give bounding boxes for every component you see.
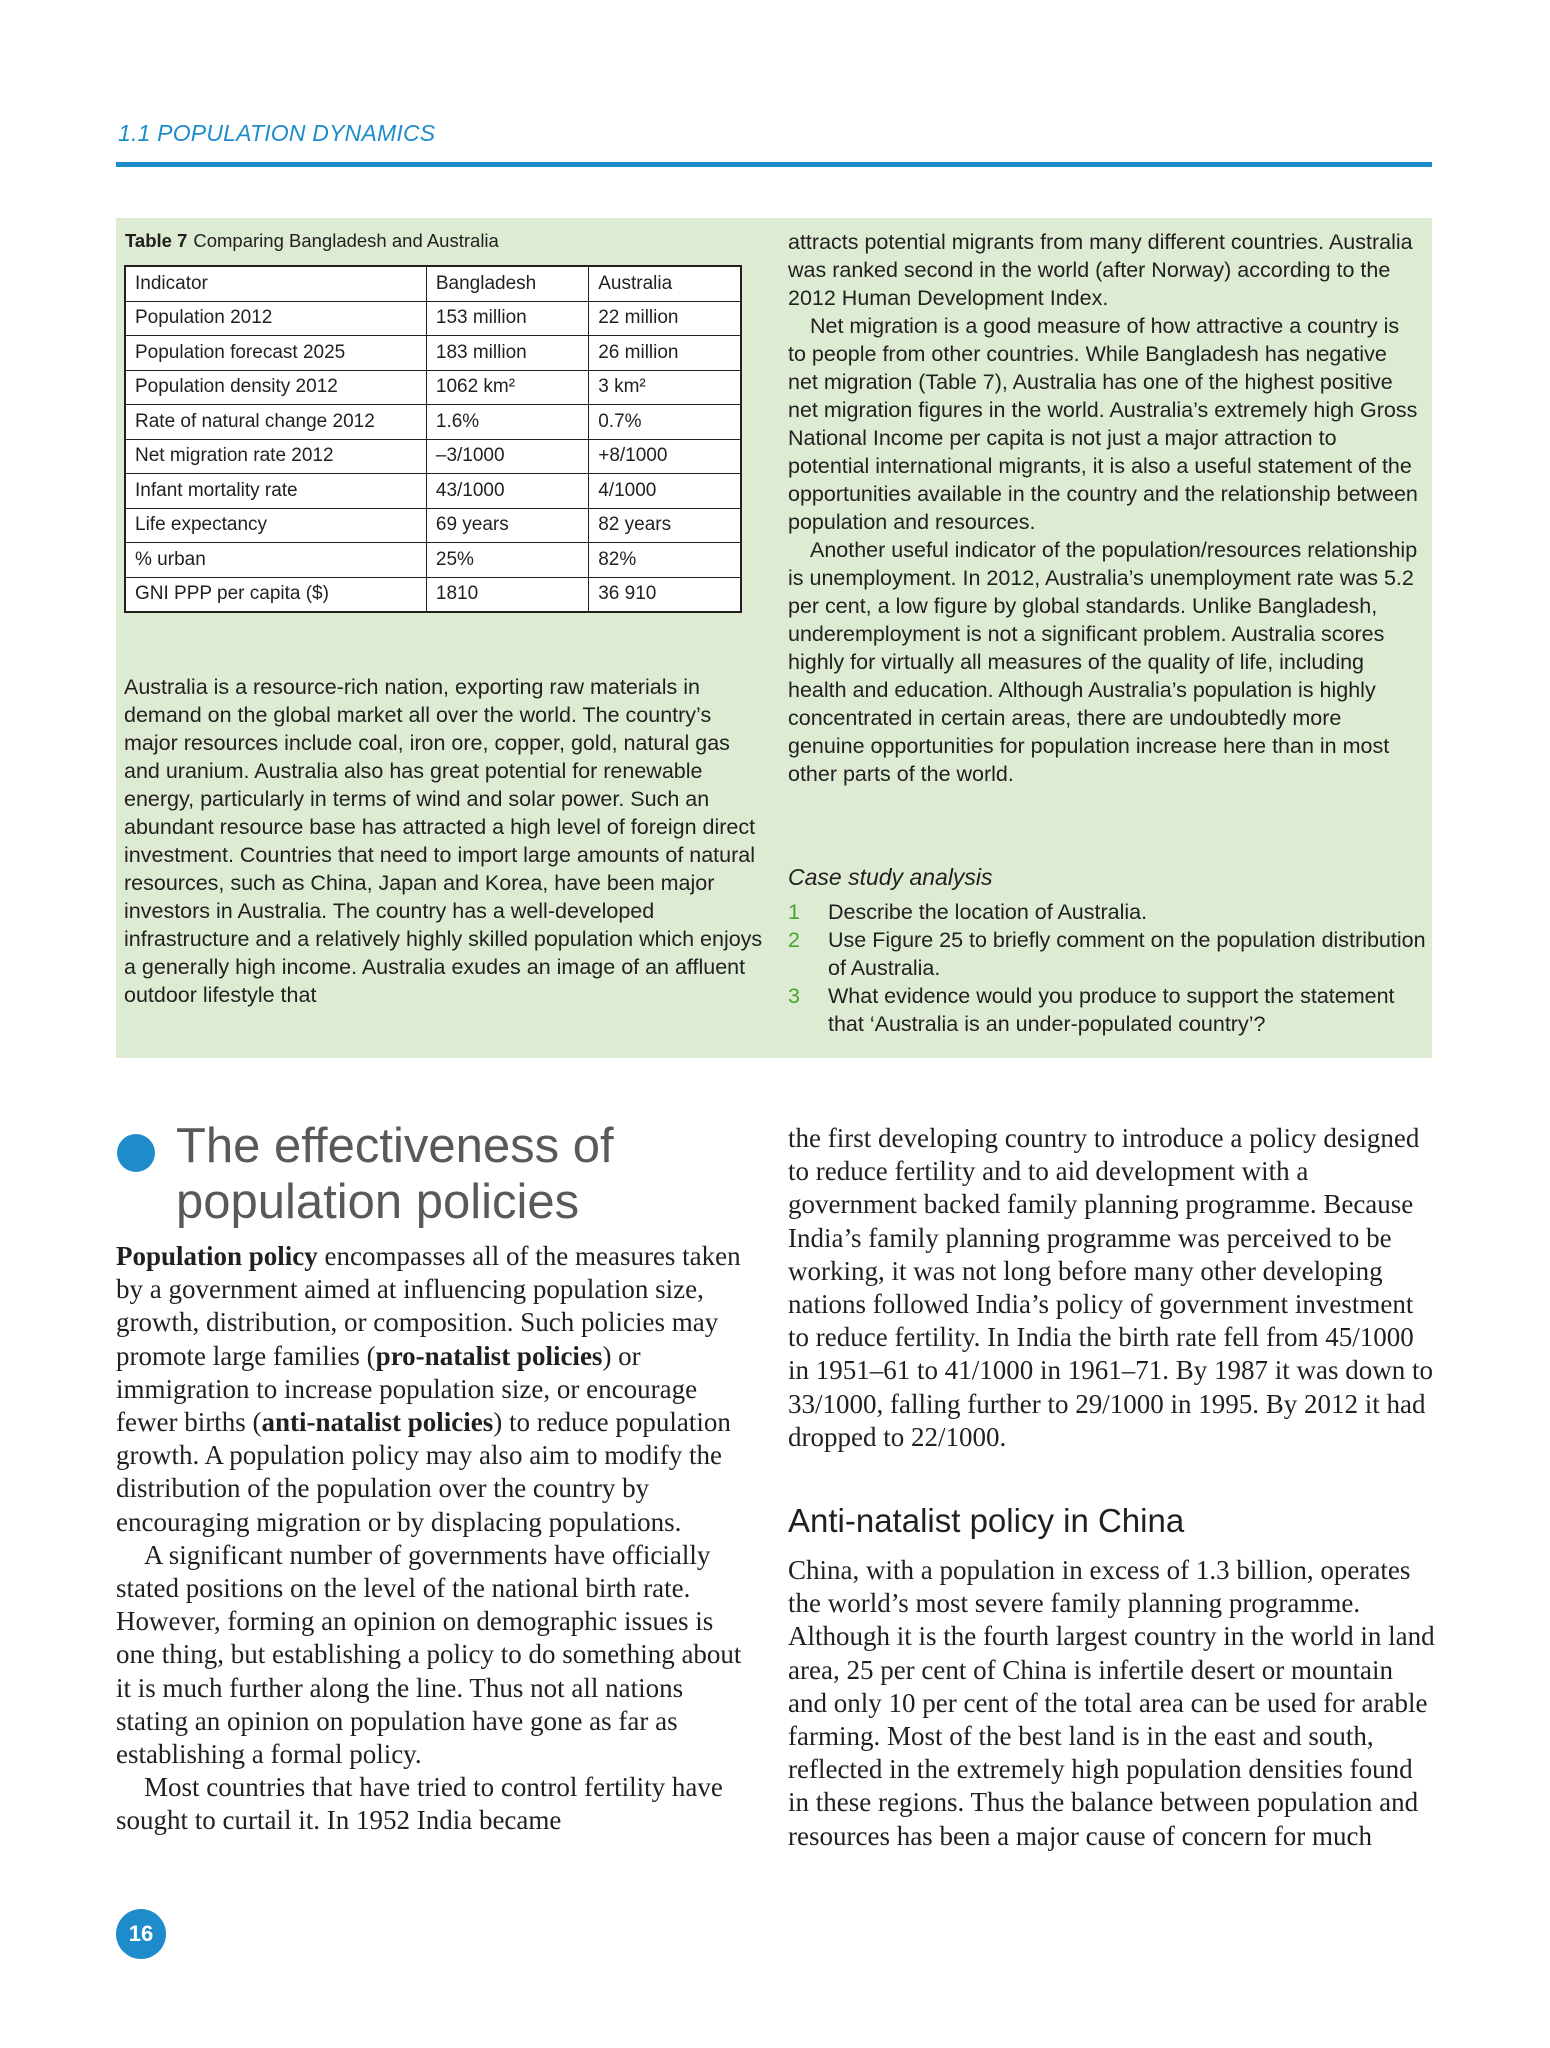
case-study-right-text	[788, 228, 1422, 788]
section-heading: The effectiveness of population policies	[176, 1119, 614, 1229]
table-row	[125, 336, 741, 371]
table-cell: 1810	[426, 577, 588, 612]
body-paragraph	[116, 1240, 756, 1539]
question-number: 3	[788, 984, 800, 1008]
table-row	[125, 301, 741, 336]
body-text: encompasses all of the measures taken by a government aimed at influencing population size, growth, distribution, or composition. Such policies may promote large families (	[116, 1241, 741, 1371]
table-cell: 82 years	[589, 508, 741, 543]
question-text: Describe the location of Australia.	[828, 900, 1148, 924]
case-study-analysis-heading: Case study analysis	[788, 864, 993, 890]
analysis-question	[788, 898, 1428, 926]
case-study-paragraph: Another useful indicator of the population/resources relationship is unemployment. In 2012, Australia’s unemployment rate was 5.2 per cent, a low figure by global standards. Unlike Bangladesh, underemployment is not a significant problem. Australia scores highly for virtually all measures of the quality of life, including health and education. Although Australia’s population is highly concentrated in certain areas, there are undoubtedly more genuine opportunities for population increase here than in most other parts of the world.	[788, 538, 1418, 786]
comparison-table	[124, 265, 742, 613]
table-cell: Infant mortality rate	[125, 474, 426, 509]
body-text: ) to reduce population growth. A population policy may also aim to modify the distribution of the population over the country by encouraging migration or by displacing populations.	[116, 1407, 731, 1537]
table-header-cell: Australia	[589, 266, 741, 301]
section-bullet-icon	[117, 1134, 155, 1172]
body-paragraph: China, with a population in excess of 1.3 billion, operates the world’s most severe family planning programme. Although it is the fourth largest country in the world in land area, 25 per cent of China is infertile desert or mountain and only 10 per cent of the total area can be used for arable farming. Most of the best land is in the east and south, reflected in the extremely high population densities found in these regions. Thus the balance between population and resources has been a major cause of concern for much	[788, 1555, 1435, 1851]
table-cell: Net migration rate 2012	[125, 439, 426, 474]
question-text: Use Figure 25 to briefly comment on the population distribution of Australia.	[828, 928, 1426, 980]
table-row	[125, 370, 741, 405]
table-row	[125, 508, 741, 543]
table-caption-text: Comparing Bangladesh and Australia	[193, 230, 499, 251]
table-label: Table 7	[125, 230, 188, 251]
header-rule	[116, 162, 1432, 167]
table-row	[125, 543, 741, 578]
table-cell: Rate of natural change 2012	[125, 405, 426, 440]
table-cell: 25%	[426, 543, 588, 578]
table-cell: Life expectancy	[125, 508, 426, 543]
table-cell: 153 million	[426, 301, 588, 336]
case-study-paragraph: Net migration is a good measure of how attractive a country is to people from other countries. While Bangladesh has negative net migration (Table 7), Australia has one of the highest positive net migration figures in the world. Australia’s extremely high Gross National Income per capita is not just a major attraction to potential international migrants, it is also a useful statement of the opportunities available in the country and the relationship between population and resources.	[788, 314, 1418, 534]
table-cell: Population forecast 2025	[125, 336, 426, 371]
table-cell: 3 km²	[589, 370, 741, 405]
case-study-left-text	[124, 673, 764, 1009]
table-cell: 82%	[589, 543, 741, 578]
case-study-paragraph: Australia is a resource-rich nation, exporting raw materials in demand on the global market all over the world. The country’s major resources include coal, iron ore, copper, gold, natural gas and uranium. Australia also has great potential for renewable energy, particularly in terms of wind and solar power. Such an abundant resource base has attracted a high level of foreign direct investment. Countries that need to import large amounts of natural resources, such as China, Japan and Korea, have been major investors in Australia. The country has a well-developed infrastructure and a relatively highly skilled population which enjoys a generally high income. Australia exudes an image of an affluent outdoor lifestyle that	[124, 675, 763, 1007]
body-left-column	[116, 1240, 756, 1838]
key-term: Population policy	[116, 1241, 318, 1271]
table-header-cell: Indicator	[125, 266, 426, 301]
table-cell: 26 million	[589, 336, 741, 371]
question-number: 2	[788, 928, 800, 952]
table-cell: 0.7%	[589, 405, 741, 440]
body-right-column-continued	[788, 1554, 1438, 1853]
key-term: pro-natalist policies	[375, 1340, 603, 1371]
table-cell: Population density 2012	[125, 370, 426, 405]
table-row	[125, 439, 741, 474]
question-text: What evidence would you produce to support the statement that ‘Australia is an under-populated country’?	[828, 984, 1395, 1036]
table-cell: 1062 km²	[426, 370, 588, 405]
subsection-heading: Anti-natalist policy in China	[788, 1502, 1185, 1539]
analysis-question	[788, 982, 1428, 1038]
table-cell: % urban	[125, 543, 426, 578]
body-paragraph: A significant number of governments have officially stated positions on the level of the national birth rate. However, forming an opinion on demographic issues is one thing, but establishing a policy to do something about it is much further along the line. Thus not all nations stating an opinion on population have gone as far as establishing a formal policy.	[116, 1539, 742, 1770]
body-right-column	[788, 1122, 1438, 1454]
table-cell: –3/1000	[426, 439, 588, 474]
table-cell: GNI PPP per capita ($)	[125, 577, 426, 612]
page-number: 16	[116, 1909, 166, 1959]
table-header-cell: Bangladesh	[426, 266, 588, 301]
table-cell: 1.6%	[426, 405, 588, 440]
analysis-question	[788, 926, 1428, 982]
table-cell: 22 million	[589, 301, 741, 336]
body-paragraph: the first developing country to introduce a policy designed to reduce fertility and to aid development with a government backed family planning programme. Because India’s family planning programme was perceived to be working, it was not long before many other developing nations followed India’s policy of government investment to reduce fertility. In India the birth rate fell from 45/1000 in 1951–61 to 41/1000 in 1961–71. By 1987 it was down to 33/1000, falling further to 29/1000 in 1995. By 2012 it had dropped to 22/1000.	[788, 1123, 1434, 1452]
table-row	[125, 405, 741, 440]
body-text: ) or immigration to increase population size, or encourage fewer births (	[116, 1340, 698, 1438]
table-row	[125, 474, 741, 509]
body-paragraph: Most countries that have tried to control fertility have sought to curtail it. In 1952 India became	[116, 1772, 723, 1836]
case-study-paragraph: attracts potential migrants from many different countries. Australia was ranked second in the world (after Norway) according to the 2012 Human Development Index.	[788, 230, 1413, 310]
table-cell: Population 2012	[125, 301, 426, 336]
key-term: anti-natalist policies	[261, 1407, 494, 1438]
table-caption	[125, 230, 499, 252]
table-cell: 43/1000	[426, 474, 588, 509]
table-cell: 4/1000	[589, 474, 741, 509]
table-row	[125, 577, 741, 612]
table-cell: 69 years	[426, 508, 588, 543]
table-cell: 36 910	[589, 577, 741, 612]
table-cell: +8/1000	[589, 439, 741, 474]
table-cell: 183 million	[426, 336, 588, 371]
running-head: 1.1 POPULATION DYNAMICS	[118, 120, 436, 146]
table-header-row	[125, 266, 741, 301]
question-number: 1	[788, 900, 800, 924]
